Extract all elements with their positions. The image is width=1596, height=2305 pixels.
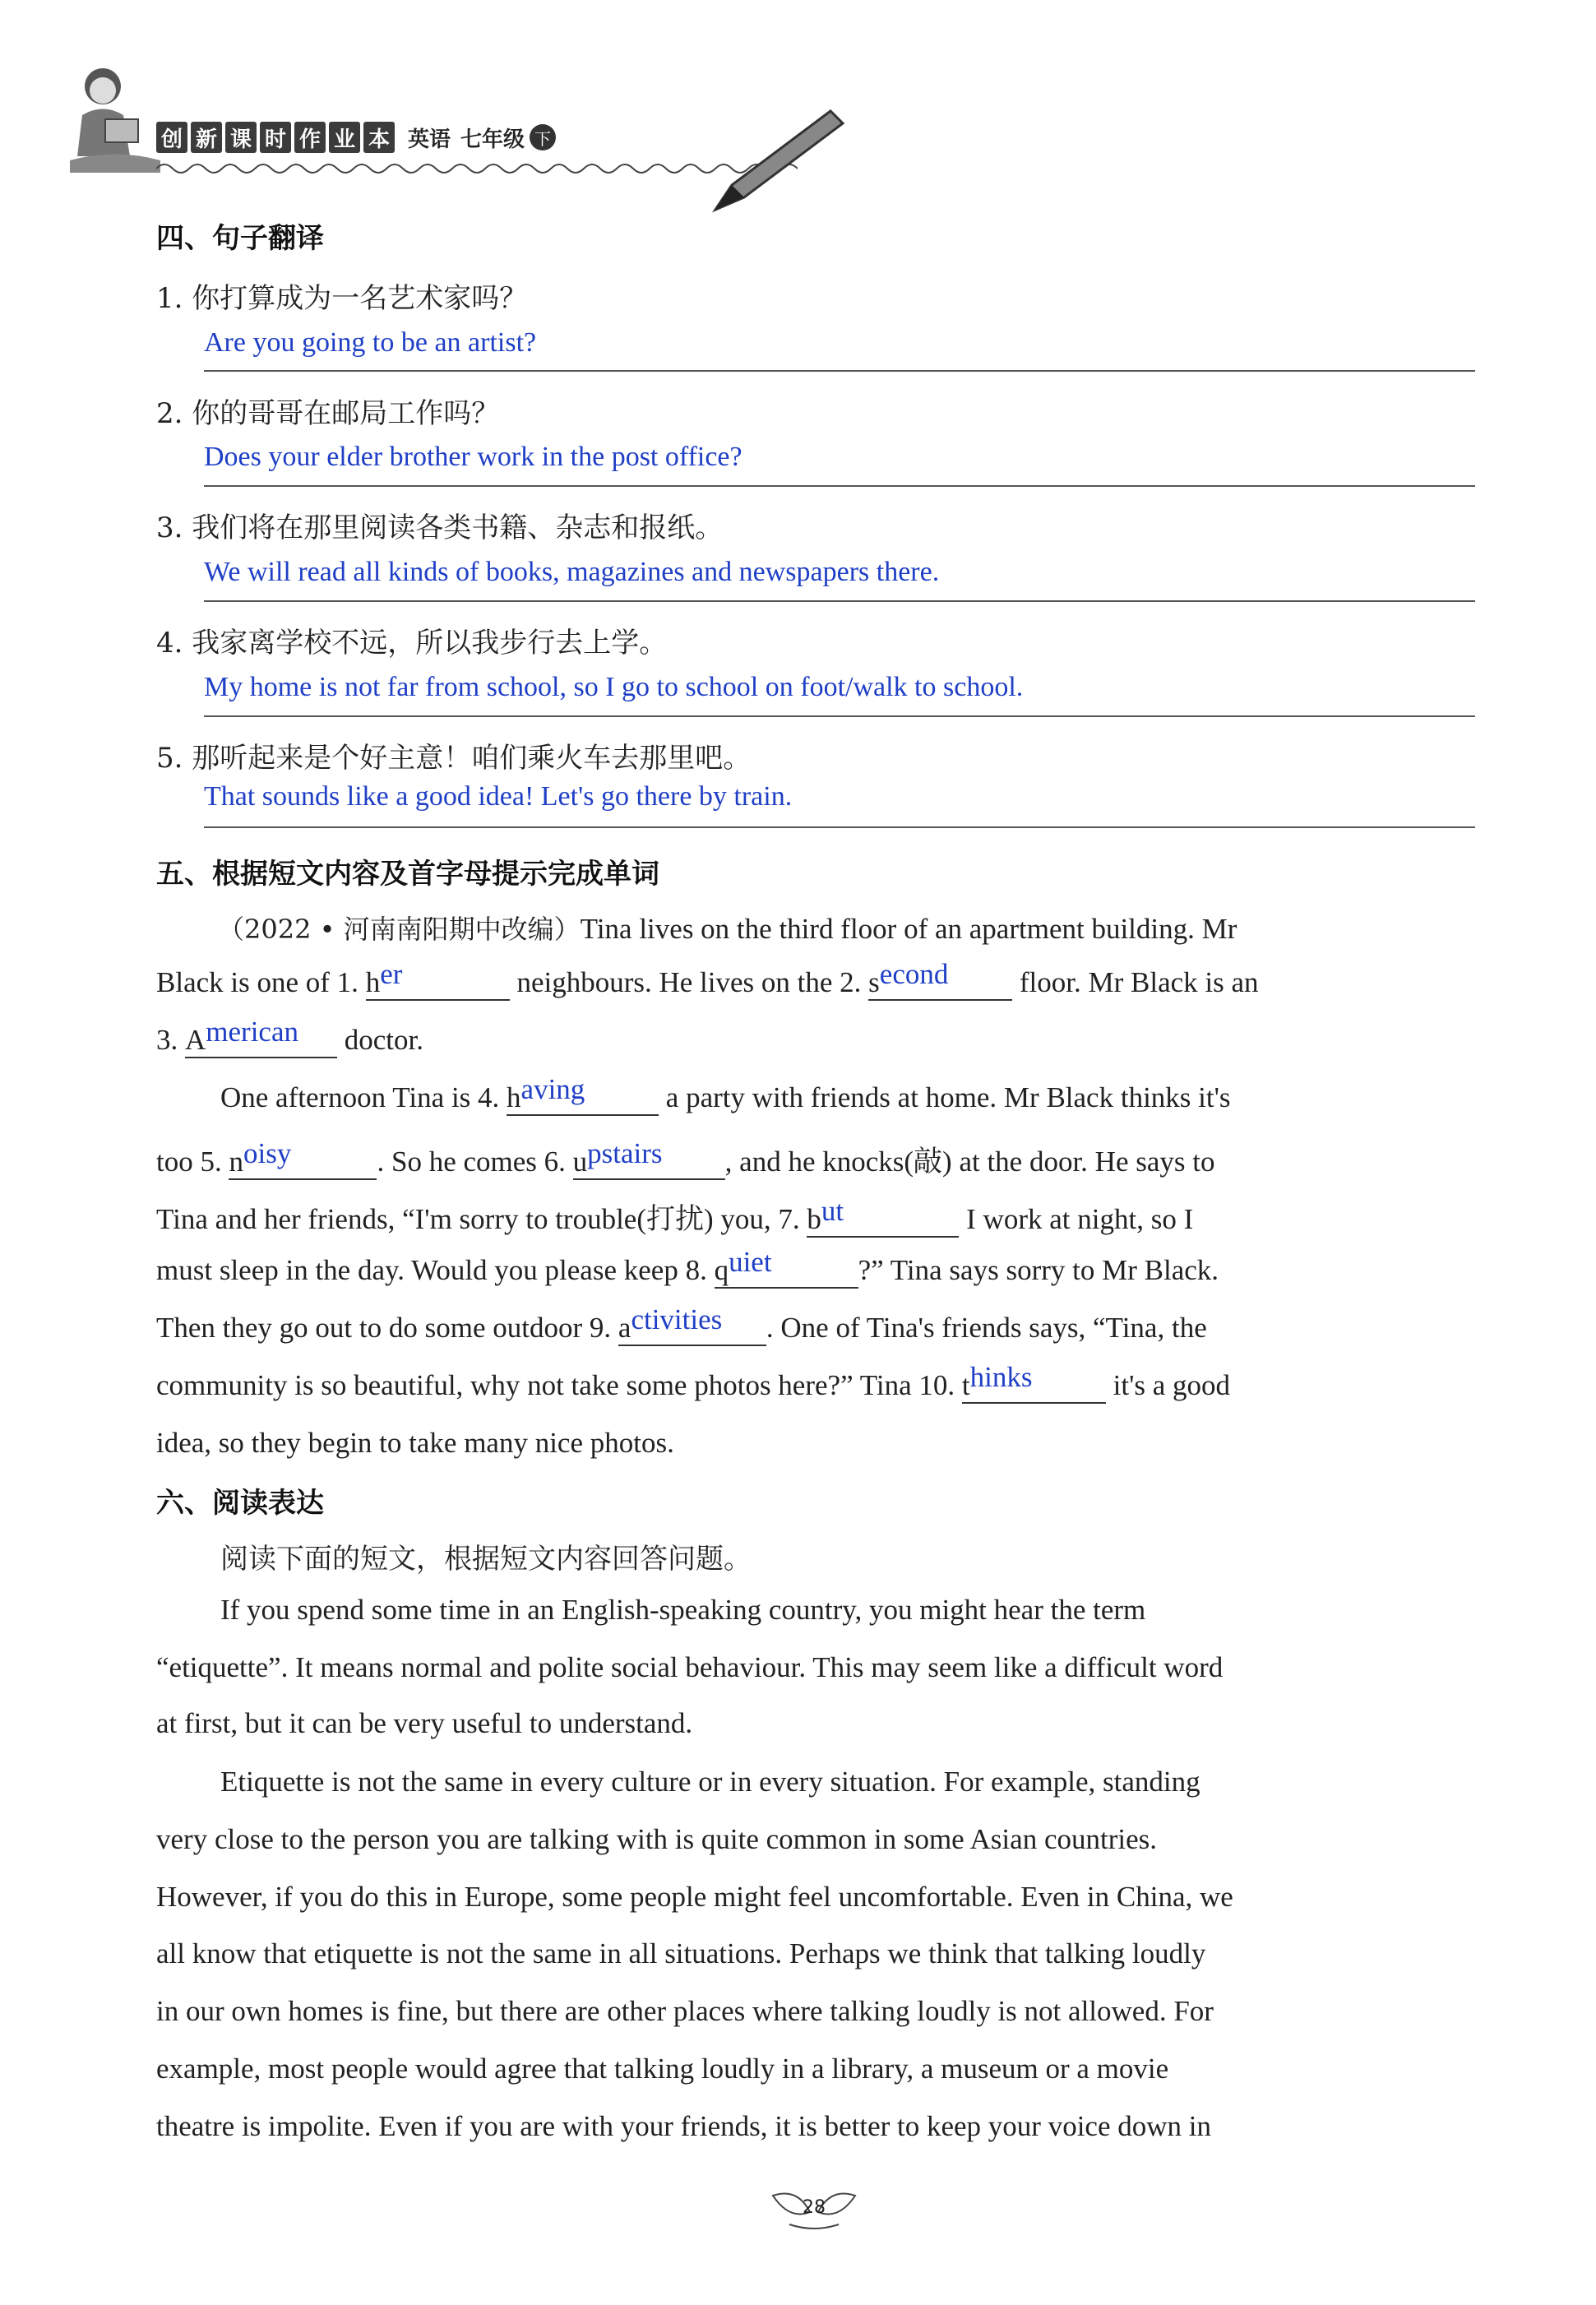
student-reading-icon bbox=[66, 58, 164, 181]
blank-answer: ut bbox=[821, 1195, 844, 1227]
hint-letter: a bbox=[618, 1312, 631, 1344]
hint-letter: t bbox=[961, 1369, 970, 1401]
reading-instruction: 阅读下面的短文，根据短文内容回答问题。 bbox=[220, 1543, 752, 1576]
brand-char: 课 bbox=[225, 122, 257, 153]
reading-line: in our own homes is fine, but there are other places where talking loudly is not allowed. For bbox=[156, 1995, 1214, 2027]
cloze-text: , and he knocks(敲) at the door. He says to bbox=[724, 1146, 1215, 1178]
cloze-text: too 5. bbox=[156, 1146, 222, 1178]
cloze-text: ?” Tina says sorry to Mr Black. bbox=[858, 1254, 1219, 1286]
answer-line bbox=[204, 370, 1475, 372]
blank-answer: aving bbox=[520, 1073, 585, 1105]
cloze-line bbox=[156, 1196, 1193, 1238]
blank-answer: merican bbox=[206, 1016, 298, 1048]
reading-line: If you spend some time in an English-speaking country, you might hear the term bbox=[220, 1594, 1146, 1626]
page-header bbox=[66, 58, 789, 181]
brand-char: 作 bbox=[294, 122, 326, 153]
cloze-line bbox=[156, 1303, 1207, 1346]
blank-answer: ctivities bbox=[631, 1303, 723, 1335]
translation-answer: Does your elder brother work in the post office? bbox=[204, 442, 742, 472]
cloze-text: Tina and her friends, “I'm sorry to trouble(打扰) you, 7. bbox=[156, 1203, 800, 1235]
hint-letter: q bbox=[714, 1254, 729, 1286]
cloze-blank-2[interactable] bbox=[868, 958, 1012, 1001]
cloze-line bbox=[156, 1246, 1219, 1289]
subject-label: 英语 bbox=[408, 127, 451, 152]
cloze-text: idea, so they begin to take many nice photos. bbox=[156, 1427, 674, 1459]
cloze-blank-8[interactable] bbox=[714, 1246, 858, 1289]
cloze-text: floor. Mr Black is an bbox=[1019, 966, 1259, 998]
cloze-text: doctor. bbox=[344, 1024, 423, 1056]
reading-line: theatre is impolite. Even if you are with your friends, it is better to keep your voice down in bbox=[156, 2110, 1212, 2142]
section5-title: 五、根据短文内容及首字母提示完成单词 bbox=[156, 858, 659, 891]
translation-question: 1. 你打算成为一名艺术家吗？ bbox=[156, 282, 528, 315]
cloze-line bbox=[220, 1073, 1231, 1116]
cloze-text: Tina lives on the third floor of an apartment building. Mr bbox=[580, 913, 1237, 945]
translation-question: 5. 那听起来是个好主意！咱们乘火车去那里吧。 bbox=[156, 742, 752, 775]
translation-answer: We will read all kinds of books, magazines and newspapers there. bbox=[204, 557, 940, 587]
hint-letter: b bbox=[807, 1203, 821, 1235]
reading-line: at first, but it can be very useful to understand. bbox=[156, 1707, 693, 1739]
hint-letter: s bbox=[868, 966, 880, 998]
cloze-text: . One of Tina's friends says, “Tina, the bbox=[766, 1312, 1207, 1344]
translation-answer: That sounds like a good idea! Let's go there by train. bbox=[204, 781, 793, 812]
cloze-blank-7[interactable] bbox=[807, 1195, 959, 1238]
hint-letter: A bbox=[185, 1024, 206, 1056]
cloze-text: One afternoon Tina is 4. bbox=[220, 1081, 500, 1113]
reading-line: Etiquette is not the same in every culture or in every situation. For example, standing bbox=[220, 1766, 1200, 1798]
brand-char: 本 bbox=[363, 122, 395, 153]
page-number: 28 bbox=[803, 2197, 826, 2218]
blank-answer: oisy bbox=[243, 1137, 292, 1169]
reading-line: example, most people would agree that talking loudly in a library, a museum or a movie bbox=[156, 2053, 1169, 2085]
cloze-blank-3[interactable] bbox=[185, 1016, 337, 1058]
cloze-text: neighbours. He lives on the 2. bbox=[516, 966, 862, 998]
answer-line bbox=[204, 600, 1475, 602]
cloze-blank-6[interactable] bbox=[572, 1137, 725, 1180]
answer-line bbox=[204, 715, 1475, 717]
answer-line bbox=[204, 485, 1475, 487]
source-note: （2022 • 河南南阳期中改编） bbox=[218, 914, 581, 945]
blank-answer: pstairs bbox=[587, 1137, 663, 1169]
reading-line: all know that etiquette is not the same in all situations. Perhaps we think that talking loudly bbox=[156, 1937, 1206, 1969]
cloze-line bbox=[156, 1361, 1231, 1404]
hint-letter: u bbox=[572, 1146, 588, 1178]
reading-line: very close to the person you are talking with is quite common in some Asian countries. bbox=[156, 1823, 1157, 1855]
brand-char: 新 bbox=[191, 122, 222, 153]
translation-question: 3. 我们将在那里阅读各类书籍、杂志和报纸。 bbox=[156, 511, 724, 544]
cloze-blank-1[interactable] bbox=[365, 958, 510, 1001]
blank-answer: hinks bbox=[969, 1361, 1033, 1393]
hint-letter: h bbox=[365, 966, 381, 998]
cloze-line bbox=[156, 1016, 423, 1058]
volume-badge: 下 bbox=[530, 124, 556, 150]
translation-answer: Are you going to be an artist? bbox=[204, 327, 537, 358]
cloze-text: 3. bbox=[156, 1024, 178, 1056]
cloze-line bbox=[156, 958, 1259, 1001]
section6-title: 六、阅读表达 bbox=[156, 1487, 324, 1520]
cloze-line bbox=[156, 1427, 674, 1460]
page-footer bbox=[765, 2187, 863, 2237]
cloze-blank-10[interactable] bbox=[961, 1361, 1106, 1404]
cloze-line bbox=[218, 909, 1237, 947]
brand-char: 时 bbox=[260, 122, 291, 153]
cloze-text: Then they go out to do some outdoor 9. bbox=[156, 1312, 612, 1344]
cloze-text: . So he comes 6. bbox=[377, 1146, 566, 1178]
blank-answer: econd bbox=[879, 958, 949, 990]
pencil-icon bbox=[707, 103, 847, 218]
cloze-line bbox=[156, 1139, 1215, 1180]
cloze-text: a party with friends at home. Mr Black thinks it's bbox=[665, 1081, 1231, 1113]
cloze-blank-5[interactable] bbox=[229, 1137, 377, 1180]
section4-title: 四、句子翻译 bbox=[156, 222, 324, 255]
answer-line bbox=[204, 826, 1475, 828]
hint-letter: h bbox=[507, 1081, 521, 1113]
header-wave-divider bbox=[156, 156, 798, 181]
hint-letter: n bbox=[229, 1146, 243, 1178]
translation-question: 2. 你的哥哥在邮局工作吗？ bbox=[156, 397, 500, 430]
cloze-text: community is so beautiful, why not take some photos here?” Tina 10. bbox=[156, 1369, 955, 1401]
grade-label: 七年级 bbox=[460, 127, 525, 152]
cloze-text: must sleep in the day. Would you please keep 8. bbox=[156, 1254, 707, 1286]
brand-char: 业 bbox=[329, 122, 360, 153]
brand-title bbox=[156, 122, 556, 153]
cloze-blank-9[interactable] bbox=[618, 1303, 766, 1346]
cloze-text: it's a good bbox=[1113, 1369, 1231, 1401]
cloze-text: Black is one of 1. bbox=[156, 966, 359, 998]
blank-answer: er bbox=[380, 958, 403, 990]
reading-line: “etiquette”. It means normal and polite social behaviour. This may seem like a difficult word bbox=[156, 1651, 1224, 1683]
translation-question: 4. 我家离学校不远，所以我步行去上学。 bbox=[156, 627, 668, 660]
reading-line: However, if you do this in Europe, some people might feel uncomfortable. Even in China, we bbox=[156, 1881, 1233, 1913]
brand-char: 创 bbox=[156, 122, 187, 153]
translation-answer: My home is not far from school, so I go to school on foot/walk to school. bbox=[204, 672, 1024, 702]
cloze-text: I work at night, so I bbox=[966, 1203, 1194, 1235]
blank-answer: uiet bbox=[729, 1246, 772, 1278]
cloze-blank-4[interactable] bbox=[507, 1073, 659, 1116]
